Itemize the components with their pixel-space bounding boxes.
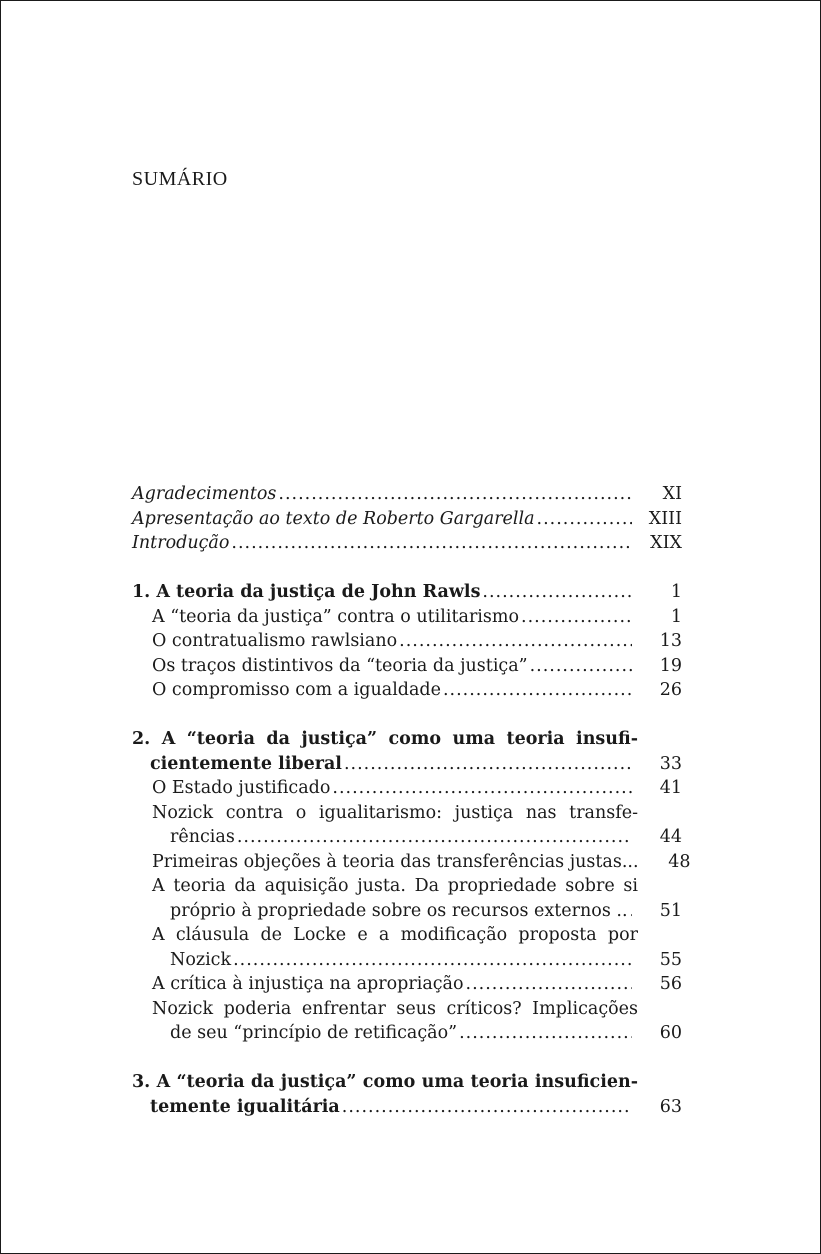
dot-leader [237, 825, 632, 850]
toc-page-number: XI [662, 484, 682, 504]
toc-chapter-title: 3. A “teoria da justiça” como uma teoria insuficien- [132, 1072, 638, 1092]
dot-leader [332, 776, 632, 801]
toc-page-number: 19 [659, 655, 682, 676]
dot-leader [530, 654, 632, 679]
toc-page-number: 26 [659, 680, 682, 700]
toc-section[interactable] [132, 874, 682, 923]
toc-entry-label: Agradecimentos [132, 484, 277, 504]
page-title: SUMÁRIO [132, 168, 228, 190]
dot-leader [233, 948, 632, 973]
toc-chapter-title-cont: cientemente liberal [150, 753, 342, 774]
toc-entry-label: A “teoria da justiça” contra o utilitarismo [152, 606, 520, 627]
toc-chapter-title-cont: temente igualitária [150, 1096, 340, 1117]
toc-chapter-2[interactable] [132, 727, 682, 776]
toc-entry-label: Primeiras objeções à teoria das transferências justas... [152, 851, 639, 872]
dot-leader [630, 899, 632, 924]
dot-leader [344, 752, 632, 777]
toc-chapter-title: 2. A “teoria da justiça” como uma teoria insufi- [132, 729, 638, 749]
toc-page-number: 63 [659, 1096, 682, 1117]
toc-section[interactable] [132, 654, 682, 679]
toc-section[interactable] [132, 850, 691, 875]
toc-section[interactable] [132, 801, 682, 850]
toc-entry-label-cont: rências [170, 827, 235, 847]
toc-entry-label-cont: Nozick [170, 949, 232, 970]
toc-entry-introducao[interactable] [132, 531, 682, 556]
toc-page-number: 1 [670, 606, 682, 627]
dot-leader [537, 507, 632, 532]
toc-section[interactable] [132, 678, 682, 703]
toc-page-number: 48 [668, 851, 691, 872]
toc-entry-label: Introdução [132, 533, 230, 553]
toc-page-number: 44 [659, 827, 682, 847]
dot-leader [278, 482, 632, 507]
toc-section[interactable] [132, 629, 682, 654]
toc-entry-label: O compromisso com a igualdade [152, 680, 441, 700]
dot-leader [342, 1095, 632, 1120]
toc-entry-label: A cláusula de Locke e a modificação proposta por [152, 925, 638, 945]
table-of-contents [132, 482, 691, 1119]
toc-entry-label: O contratualismo rawlsiano [152, 631, 398, 651]
toc-page-number: 60 [659, 1023, 682, 1043]
toc-page-number: 55 [659, 949, 682, 970]
dot-leader [459, 1021, 632, 1046]
toc-entry-label: Nozick contra o igualitarismo: justiça nas transfe- [152, 802, 638, 823]
dot-leader [521, 605, 632, 630]
toc-section[interactable] [132, 605, 682, 630]
toc-page-number: 56 [659, 974, 682, 994]
toc-entry-label: A crítica à injustiça na apropriação [152, 974, 464, 994]
toc-entry-agradecimentos[interactable] [132, 482, 682, 507]
toc-page-number: 33 [659, 753, 682, 774]
toc-entry-label-cont: de seu “princípio de retificação” [170, 1023, 458, 1043]
toc-page-number: 41 [659, 778, 682, 798]
toc-section[interactable] [132, 997, 682, 1046]
toc-page-number: 1 [670, 582, 682, 602]
toc-chapter-3[interactable] [132, 1070, 682, 1119]
dot-leader [443, 678, 632, 703]
toc-entry-label: Apresentação ao texto de Roberto Gargarella [132, 508, 535, 529]
toc-entry-label: A teoria da aquisição justa. Da propriedade sobre si [152, 876, 638, 896]
toc-entry-apresentacao[interactable] [132, 507, 682, 532]
toc-entry-label-cont: próprio à propriedade sobre os recursos externos .. [170, 900, 628, 921]
toc-chapter-1[interactable] [132, 580, 682, 605]
toc-entry-label: Nozick poderia enfrentar seus críticos? Implicações [152, 998, 638, 1019]
toc-section[interactable] [132, 972, 682, 997]
toc-page-number: XIX [650, 533, 682, 553]
dot-leader [466, 972, 632, 997]
toc-page-number: XIII [648, 508, 682, 529]
toc-section[interactable] [132, 923, 682, 972]
dot-leader [231, 531, 632, 556]
dot-leader [482, 580, 632, 605]
toc-chapter-title: 1. A teoria da justiça de John Rawls [132, 582, 481, 602]
toc-section[interactable] [132, 776, 682, 801]
toc-page-number: 51 [659, 900, 682, 921]
dot-leader [399, 629, 632, 654]
toc-entry-label: O Estado justificado [152, 778, 331, 798]
toc-entry-label: Os traços distintivos da “teoria da justiça” [152, 655, 528, 676]
toc-page-number: 13 [659, 631, 682, 651]
